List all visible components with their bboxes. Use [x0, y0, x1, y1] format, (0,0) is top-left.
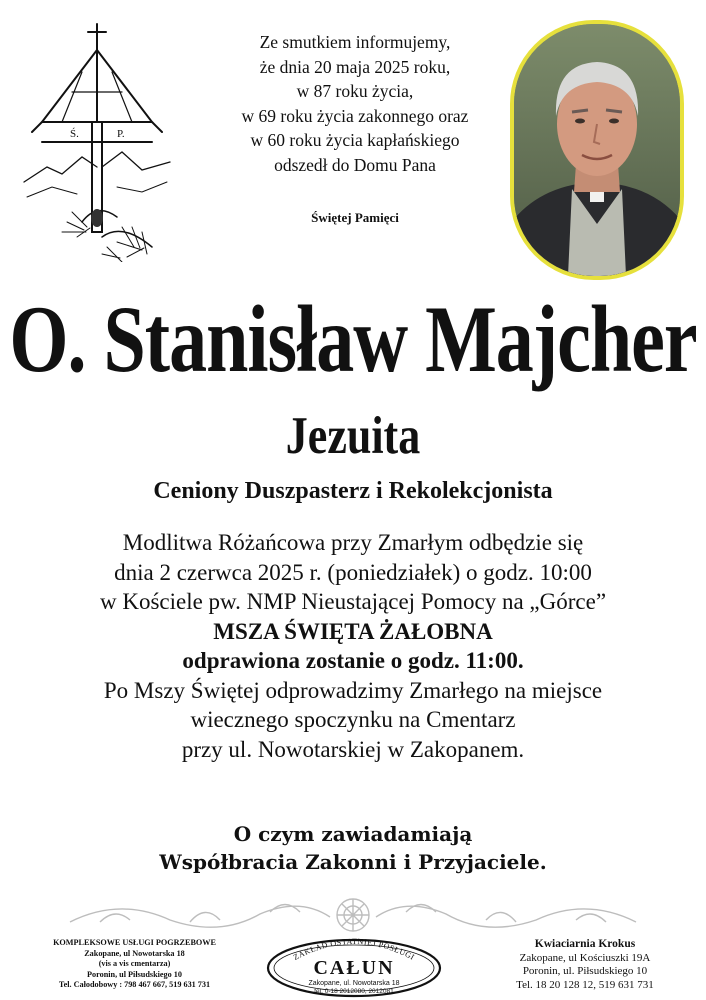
calun-arc-text: ZAKŁAD OSTATNIEJ POSŁUGI	[291, 936, 417, 962]
intro-line: w 69 roku życia zakonnego oraz	[241, 105, 469, 126]
detail-line: Po Mszy Świętej odprowadzimy Zmarłego na miejsce	[103, 677, 603, 703]
funeral-services-line: (vis a vis cmentarza)	[98, 959, 171, 968]
closing-text	[0, 820, 706, 876]
calun-brand: CAŁUN	[313, 957, 395, 979]
deceased-name: O. Stanisław Majcher	[9, 287, 697, 392]
detail-line: wiecznego spoczynku na Cmentarz	[190, 707, 516, 732]
calun-address: Zakopane, ul. Nowotarska 18	[308, 980, 400, 987]
funeral-services-title: KOMPLEKSOWE USŁUGI POGRZEBOWE	[53, 938, 216, 947]
cross-letter-s: Ś.	[70, 128, 79, 140]
role-description: Ceniony Duszpasterz i Rekolekcjonista	[153, 478, 553, 504]
cross-letter-p: P.	[117, 128, 125, 140]
religious-order: Jezuita	[285, 406, 421, 466]
detail-line: Modlitwa Różańcowa przy Zmarłym odbędzie się	[122, 530, 584, 555]
detail-line: przy ul. Nowotarskiej w Zakopanem.	[181, 736, 525, 762]
florist-info	[480, 938, 690, 992]
intro-line: w 60 roku życia kapłańskiego	[250, 130, 460, 150]
ceremony-details	[0, 528, 706, 764]
funeral-services-line: Poronin, ul Piłsudskiego 10	[87, 969, 182, 979]
closing-line: Współbracia Zakonni i Przyjaciele.	[159, 850, 547, 874]
closing-line: O czym zawiadamiają	[233, 822, 473, 846]
intro-line: Ze smutkiem informujemy,	[259, 32, 451, 52]
in-memory-label: Świętej Pamięci	[311, 210, 399, 225]
mass-title: MSZA ŚWIĘTA ŻAŁOBNA	[213, 618, 493, 644]
funeral-services-phone: Tel. Całodobowy : 798 467 667, 519 631 731	[58, 980, 211, 989]
calun-logo	[264, 932, 444, 998]
portrait-illustration	[514, 24, 680, 276]
calun-phone: tel. 0-18 2012080, 2012081	[314, 988, 394, 995]
intro-line: w 87 roku życia,	[296, 81, 414, 101]
intro-line: że dnia 20 maja 2025 roku,	[259, 56, 451, 77]
wayside-cross-illustration	[22, 22, 172, 262]
detail-line: w Kościele pw. NMP Nieustającej Pomocy na „Górce”	[99, 589, 607, 614]
intro-text	[205, 30, 505, 177]
florist-line: Poronin, ul. Piłsudskiego 10	[522, 965, 648, 977]
florist-line: Tel. 18 20 128 12, 519 631 731	[516, 978, 654, 991]
mass-time: odprawiona zostanie o godz. 11:00.	[182, 648, 524, 673]
intro-line: odszedł do Domu Pana	[274, 154, 436, 175]
funeral-services-info	[22, 938, 247, 991]
detail-line: dnia 2 czerwca 2025 r. (poniedziałek) o godz. 10:00	[114, 559, 592, 585]
portrait-photo	[510, 20, 684, 280]
florist-title: Kwiaciarnia Krokus	[534, 938, 636, 950]
florist-line: Zakopane, ul Kościuszki 19A	[519, 951, 651, 964]
funeral-services-line: Zakopane, ul Nowotarska 18	[84, 948, 185, 958]
